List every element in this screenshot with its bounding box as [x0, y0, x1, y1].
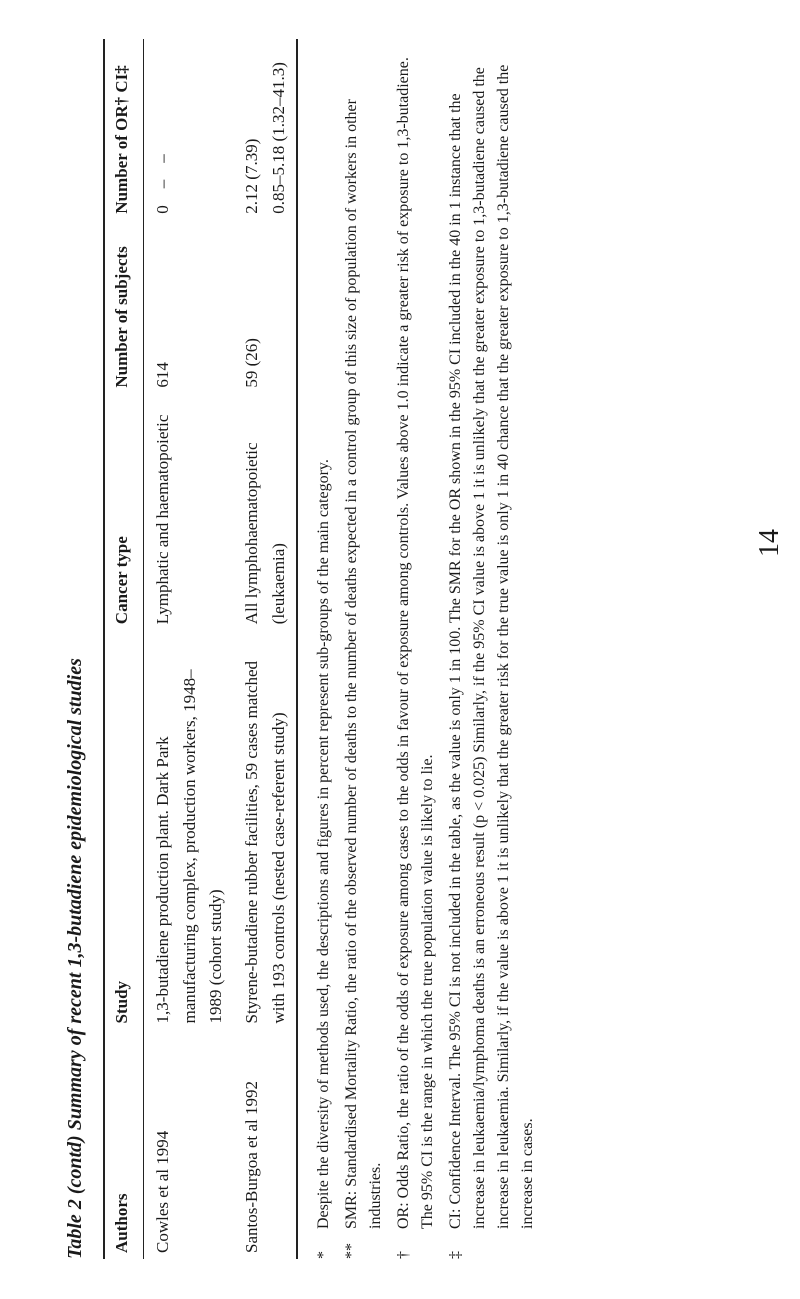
or-count: 0 — [153, 205, 173, 214]
table-notes — [312, 39, 540, 1259]
cell-cancer-type: Lymphatic and haematopoietic — [153, 414, 173, 625]
studies-table — [103, 39, 298, 1259]
cell-cancer-type: All lymphohaematopoietic (leukaemia) — [233, 394, 297, 631]
note — [312, 39, 336, 1259]
note — [392, 39, 440, 1259]
note-text: OR: Odds Ratio, the ratio of the odds of exposure among cases to the odds in favour of exposure among controls. Values above 1.0 indicate a greater risk of exposure to 1,3-butadiene. The 95% CI is the range in which the true population value is likely to lie. — [395, 57, 437, 1229]
table-content — [60, 39, 760, 1259]
cell-study: Styrene-butadiene rubber facilities, 59 cases matched with 193 controls (nested case-referent study) — [233, 630, 297, 1029]
ci-value: – — [153, 154, 173, 163]
or-value: 2.12 (7.39) — [242, 138, 262, 214]
header-cancer-type: Cancer type — [104, 394, 144, 631]
note — [340, 39, 388, 1259]
page-number: 14 — [754, 529, 785, 557]
cell-study: 1,3-butadiene production plant. Dark Park manufacturing complex, production workers, 1948–1989 (cohort study) — [153, 669, 226, 1024]
note-text: SMR: Standardised Mortality Ratio, the ratio of the observed number of deaths to the number of deaths expected in a control group of this size of population of workers in other industries. — [343, 99, 385, 1229]
cell-authors: Santos-Burgoa et al 1992 — [233, 1029, 297, 1259]
header-subjects: Number of subjects — [104, 220, 144, 394]
note-symbol: † — [395, 1251, 413, 1259]
header-or-ci: Number of OR† CI‡ — [104, 39, 144, 220]
cell-or-ci — [233, 39, 297, 220]
or-value: – — [153, 179, 173, 189]
cell-authors: Cowles et al 1994 — [153, 1130, 173, 1253]
table-row — [144, 39, 234, 1259]
note-text: Despite the diversity of methods used, the descriptions and figures in percent represent sub-groups of the main category. — [315, 459, 333, 1229]
note-symbol: ** — [343, 1243, 361, 1259]
note-symbol: ‡ — [447, 1251, 465, 1259]
note-symbol: * — [315, 1251, 333, 1259]
cell-or-ci — [144, 39, 234, 220]
header-study: Study — [104, 630, 144, 1029]
cell-subjects: 614 — [153, 362, 173, 388]
cell-subjects: 59 (26) — [233, 220, 297, 394]
table-title: Table 2 (contd) Summary of recent 1,3-butadiene epidemiological studies — [64, 658, 86, 1259]
header-authors: Authors — [104, 1029, 144, 1259]
table-header-row — [104, 39, 144, 1259]
ci-value: 0.85–5.18 (1.32–41.3) — [268, 62, 288, 214]
note — [444, 39, 540, 1259]
note-text: CI: Confidence Interval. The 95% CI is not included in the table, as the value is only 1 in 100. The SMR for the OR shown in the 95% CI included in the 40 in 1 instance that the increase in leukaemia/lymphoma deaths is an erroneous result (p < 0.025) Similarly, if the 95% CI value is above 1 it is unlikely that the greater exposure to 1,3-butadiene caused the increase in leukaemia. Similarly, if the value is above 1 it is unlikely that the greater risk for the true value is only 1 in 40 chance that the greater exposure to 1,3-butadiene caused the increase in cases. — [447, 64, 537, 1229]
table-row — [233, 39, 297, 1259]
